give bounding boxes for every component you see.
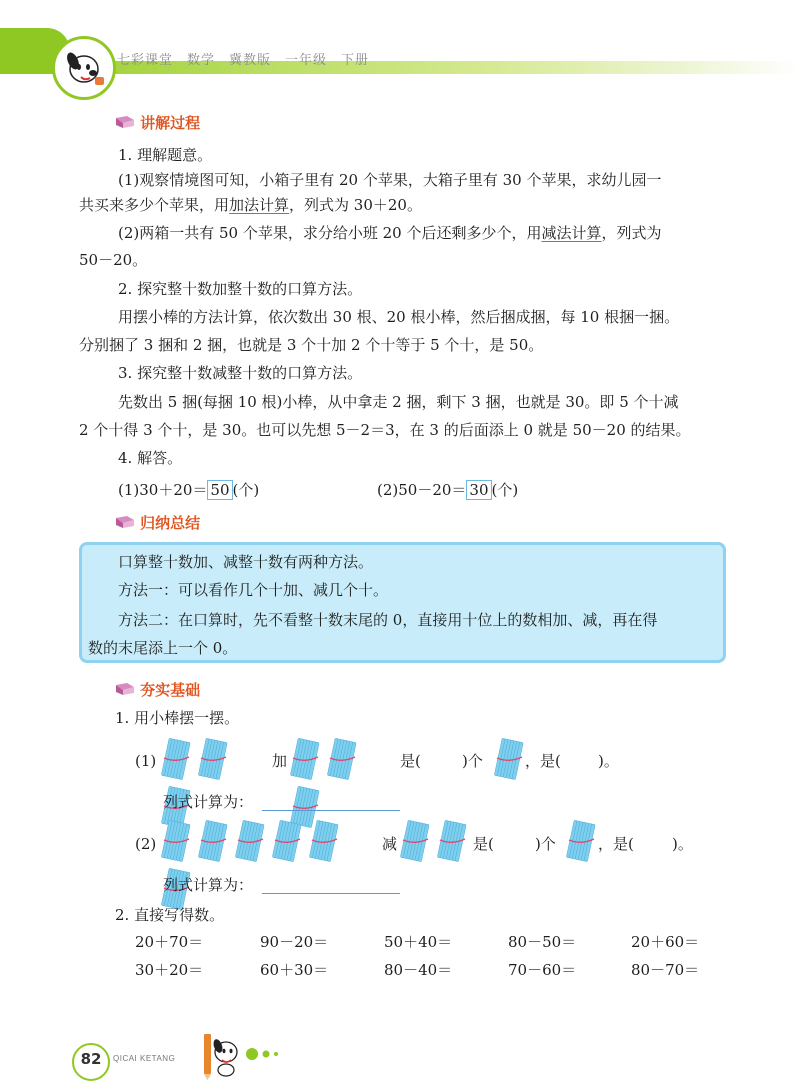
step1-para2-line2: 50－20。 [79,251,148,269]
heading-text: 归纳总结 [140,514,201,532]
dog-mascot-icon [55,39,113,97]
step3-title: 3. 探究整十数减整十数的口算方法。 [118,364,363,382]
heading-text: 夯实基础 [140,681,201,699]
stick-bundle-icon [290,737,320,781]
text: (个) [232,481,260,499]
calc-item: 50＋40＝ [384,933,453,951]
text: (2)两箱一共有 50 个苹果，求分给小班 20 个后还剩多少个，用 [118,224,542,242]
answer-box: 50 [207,480,232,500]
footer-mascot [200,1030,290,1084]
stick-bundle-icon [327,737,357,781]
stick-bundles-group [566,819,600,863]
section-heading-explanation [115,112,200,133]
underlined-keyword: 减法计算 [541,224,602,242]
summary-line1: 口算整十数加、减整十数有两种方法。 [118,553,374,571]
q2-title: 2. 直接写得数。 [115,906,225,924]
book-icon [115,682,135,696]
calc-item: 80－50＝ [508,933,577,951]
stick-bundles-group [400,819,474,863]
stick-bundles-group [161,819,381,863]
q1-2-is2: ，是( [598,835,634,853]
section-heading-summary [115,512,200,533]
stick-bundle-icon [198,737,228,781]
stick-bundle-icon [161,819,191,863]
step1-para1-line2 [79,193,422,218]
calc-item: 90－20＝ [260,933,329,951]
q1-1-is2: ，是( [525,752,561,770]
q1-2-is: 是( [473,835,494,853]
formula-label: 列式计算为： [163,793,254,811]
text: ，列式为 30＋20。 [289,196,422,214]
step4-title: 4. 解答。 [118,449,183,467]
text: (1)30＋20＝ [118,481,208,499]
section-heading-practice [115,679,200,700]
step2-para-line1: 用摆小棒的方法计算，依次数出 30 根、20 根小棒，然后捆成捆，每 10 根捆一捆。 [118,308,680,326]
answer-line[interactable] [262,893,400,894]
stick-bundle-icon [400,819,430,863]
answer-line[interactable] [262,810,400,811]
step1-para1-line1: (1)观察情境图可知，小箱子里有 20 个苹果，大箱子里有 30 个苹果，求幼儿园一 [118,171,662,189]
q1-2-op: 减 [382,835,398,853]
step1-para2-line1 [118,221,662,246]
text: ，列式为 [601,224,662,242]
stick-bundles-group [290,737,400,781]
calc-item: 20＋70＝ [135,933,204,951]
summary-line3: 方法二：在口算时，先不看整十数末尾的 0，直接用十位上的数相加、减，再在得 [118,611,658,629]
q1-1-end: )。 [598,752,619,770]
mascot-badge [52,36,116,100]
book-icon [115,115,135,129]
book-icon [115,515,135,529]
step3-para-line2: 2 个十得 3 个十，是 30。也可以先想 5－2＝3，在 3 的后面添上 0 就是 50－20 的结果。 [79,421,691,439]
summary-line2: 方法一：可以看作几个十加、减几个十。 [118,581,389,599]
step2-para-line2: 分别捆了 3 捆和 2 捆，也就是 3 个十加 2 个十等于 5 个十，是 50。 [79,336,544,354]
answer-box: 30 [466,480,491,500]
footer-brand: QICAI KETANG [113,1054,176,1063]
q1-1-unit: )个 [462,752,483,770]
answer-1 [118,478,259,503]
text: (个) [491,481,519,499]
calc-item: 20＋60＝ [631,933,700,951]
stick-bundle-icon [235,819,265,863]
q1-1-op: 加 [272,752,288,770]
dog-pencil-icon [200,1030,290,1080]
stick-bundle-icon [566,819,596,863]
step3-para-line1: 先数出 5 捆(每捆 10 根)小棒，从中拿走 2 捆，剩下 3 捆，也就是 30。即 5 个十减 [118,393,679,411]
underlined-keyword: 加法计算 [229,196,290,214]
calc-item: 80－40＝ [384,961,453,979]
calc-item: 60＋30＝ [260,961,329,979]
stick-bundles-group [494,737,528,781]
answer-2 [377,478,518,503]
stick-bundle-icon [161,737,191,781]
formula-label: 列式计算为： [163,876,254,894]
page-number: 82 [80,1050,102,1068]
calc-item: 80－70＝ [631,961,700,979]
header-title: 七彩课堂 数学 冀教版 一年级 下册 [117,53,370,68]
stick-bundle-icon [494,737,524,781]
heading-text: 讲解过程 [140,114,201,132]
q1-2-unit: )个 [535,835,556,853]
q1-2-end: )。 [672,835,693,853]
stick-bundle-icon [198,819,228,863]
q1-2-label: (2) [135,835,157,853]
calc-item: 70－60＝ [508,961,577,979]
text: 共买来多少个苹果，用 [79,196,230,214]
q1-1-label: (1) [135,752,157,770]
q1-1-is: 是( [400,752,421,770]
stick-bundles-group [161,737,271,781]
step1-title: 1. 理解题意。 [118,146,213,164]
text: (2)50－20＝ [377,481,467,499]
summary-line4: 数的末尾添上一个 0。 [88,639,238,657]
q1-title: 1. 用小棒摆一摆。 [115,709,240,727]
step2-title: 2. 探究整十数加整十数的口算方法。 [118,280,363,298]
calc-item: 30＋20＝ [135,961,204,979]
stick-bundle-icon [309,819,339,863]
stick-bundle-icon [437,819,467,863]
stick-bundle-icon [272,819,302,863]
